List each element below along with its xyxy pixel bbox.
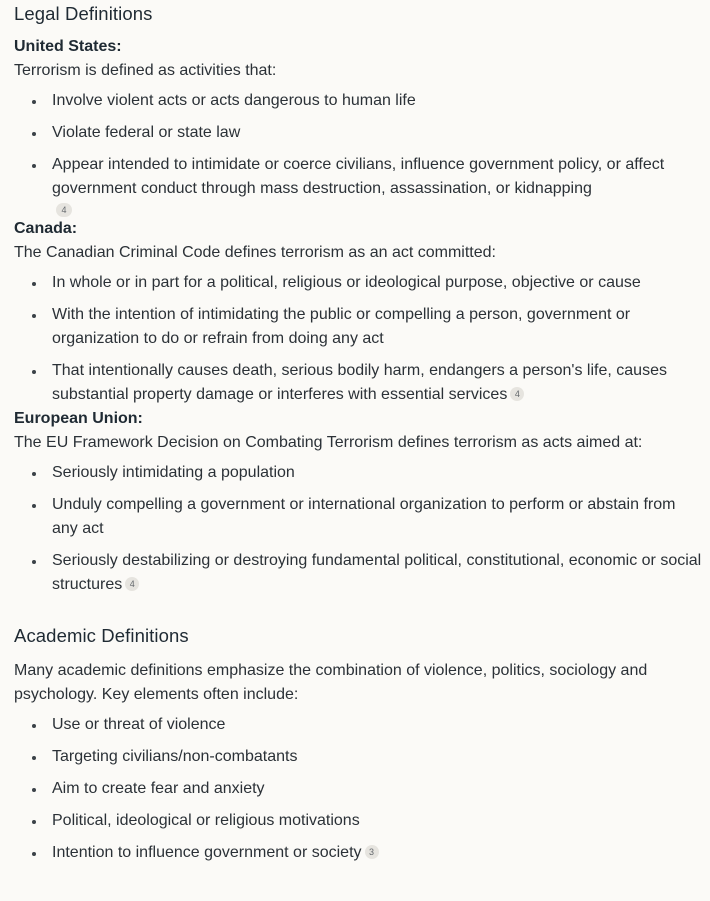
citation-badge[interactable]: 4: [56, 203, 72, 217]
list-item: Intention to influence government or society 3: [14, 841, 702, 865]
us-title: United States:: [14, 38, 122, 55]
list-item: Unduly compelling a government or international organization to perform or abstain from any act: [14, 493, 702, 541]
list-item: Aim to create fear and anxiety: [14, 777, 702, 801]
list-item: Violate federal or state law: [14, 121, 702, 145]
list-item: Seriously intimidating a population: [14, 461, 702, 485]
citation-badge[interactable]: 4: [510, 387, 524, 401]
eu-title: European Union:: [14, 410, 143, 427]
list-item: Appear intended to intimidate or coerce civilians, influence government policy, or affect government conduct through mass destruction, assassination, or kidnapping 4: [14, 153, 702, 217]
eu-intro: The EU Framework Decision on Combating Terrorism defines terrorism as acts aimed at:: [14, 434, 643, 451]
us-intro: Terrorism is defined as activities that:: [14, 62, 277, 79]
list-item: That intentionally causes death, serious bodily harm, endangers a person's life, causes substantial property damage or interferes with essential services 4: [14, 359, 702, 407]
us-list: [14, 89, 702, 217]
citation-badge[interactable]: 3: [365, 845, 379, 859]
list-item: Seriously destabilizing or destroying fundamental political, constitutional, economic or social structures 4: [14, 549, 702, 597]
list-item: Involve violent acts or acts dangerous to human life: [14, 89, 702, 113]
list-item: In whole or in part for a political, religious or ideological purpose, objective or cause: [14, 271, 702, 295]
citation-badge[interactable]: 4: [125, 577, 139, 591]
canada-intro: The Canadian Criminal Code defines terrorism as an act committed:: [14, 244, 496, 261]
academic-intro: Many academic definitions emphasize the combination of violence, politics, sociology and psychology. Key elements often include:: [14, 662, 648, 703]
list-item: With the intention of intimidating the public or compelling a person, government or organization to do or refrain from doing any act: [14, 303, 702, 351]
list-item: Use or threat of violence: [14, 713, 702, 737]
legal-definitions-heading: Legal Definitions: [14, 3, 153, 24]
canada-title: Canada:: [14, 220, 78, 237]
academic-list: [14, 713, 702, 865]
academic-definitions-heading: Academic Definitions: [14, 625, 189, 646]
eu-list: [14, 461, 702, 597]
canada-list: [14, 271, 702, 407]
list-item: Political, ideological or religious motivations: [14, 809, 702, 833]
list-item: Targeting civilians/non-combatants: [14, 745, 702, 769]
document-body: [14, 0, 702, 865]
